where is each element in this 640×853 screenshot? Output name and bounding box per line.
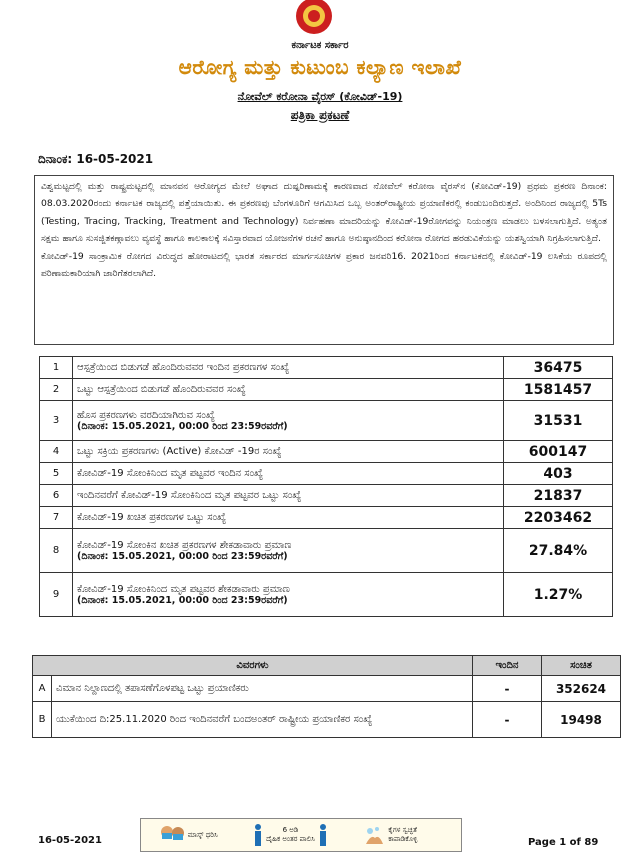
row-today: - <box>473 676 542 702</box>
document-date: ದಿನಾಂಕ: 16-05-2021 <box>38 152 154 166</box>
footer-date: 16-05-2021 <box>38 835 102 846</box>
table-row <box>40 507 613 529</box>
row-value: 403 <box>504 463 613 485</box>
row-label: ಹೊಸ ಪ್ರಕರಣಗಳು ವರದಿಯಾಗಿರುವ ಸಂಖ್ಯೆ <box>77 409 215 421</box>
row-label-cell <box>73 573 504 617</box>
row-number: 4 <box>40 441 73 463</box>
mask-text: ಮಾಸ್ಕ್ ಧರಿಸಿ <box>187 830 218 839</box>
table-row <box>33 676 621 702</box>
row-label: ಆಸ್ಪತ್ರೆಯಿಂದ ಬಿಡುಗಡೆ ಹೊಂದಿರುವವರ ಇಂದಿನ ಪ್ರಕರಣಗಳ ಸಂಖ್ಯೆ <box>73 357 504 379</box>
row-value: 36475 <box>504 357 613 379</box>
page-number: Page 1 of 89 <box>528 837 599 848</box>
header-details: ವಿವರಗಳು <box>33 656 473 676</box>
row-label: ಇಂದಿನವರೆಗೆ ಕೋವಿಡ್-19 ಸೋಂಕಿನಿಂದ ಮೃತ ಪಟ್ಟವರ ಒಟ್ಟು ಸಂಖ್ಯೆ <box>73 485 504 507</box>
row-sublabel: (ದಿನಾಂಕ: 15.05.2021, 00:00 ರಿಂದ 23:59ರವರೆಗೆ) <box>77 550 288 562</box>
person-icon <box>253 823 263 847</box>
handwash-icon <box>363 824 385 846</box>
row-number: 9 <box>40 573 73 617</box>
table-row <box>40 441 613 463</box>
header-cumulative: ಸಂಚಿತ <box>542 656 621 676</box>
row-value: 31531 <box>504 401 613 441</box>
row-sublabel: (ದಿನಾಂಕ: 15.05.2021, 00:00 ರಿಂದ 23:59ರವರೆಗೆ) <box>77 420 288 432</box>
department-title: ಆರೋಗ್ಯ ಮತ್ತು ಕುಟುಂಬ ಕಲ್ಯಾಣ ಇಲಾಖೆ <box>178 55 462 79</box>
row-label: ಕೋವಿಡ್-19 ಖಚಿತ ಪ್ರಕರಣಗಳ ಒಟ್ಟು ಸಂಖ್ಯೆ <box>73 507 504 529</box>
row-value: 600147 <box>504 441 613 463</box>
distance-text: ದೈಹಿಕ ಅಂತರ ಪಾಲಿಸಿ <box>266 835 315 843</box>
row-number: 2 <box>40 379 73 401</box>
row-id: B <box>33 702 52 738</box>
row-number: 7 <box>40 507 73 529</box>
intro-box <box>34 175 614 345</box>
row-number: 8 <box>40 529 73 573</box>
distance-cell <box>253 823 328 847</box>
government-name: ಕರ್ನಾಟಕ ಸರ್ಕಾರ <box>291 40 349 51</box>
row-label: ಕೋವಿಡ್-19 ಸೋಂಕಿನಿಂದ ಮೃತ ಪಟ್ಟವರ ಇಂದಿನ ಸಂಖ್ಯೆ <box>73 463 504 485</box>
row-label-cell <box>73 401 504 441</box>
row-label: ಕೋವಿಡ್-19 ಸೋಂಕಿನ ಖಚಿತ ಪ್ರಕರಣಗಳ ಶೇಕಡಾವಾರು ಪ್ರಮಾಣ <box>77 539 292 551</box>
press-release-title: ಪತ್ರಿಕಾ ಪ್ರಕಟಣೆ <box>290 108 350 122</box>
row-label: ಒಟ್ಟು ಆಸ್ಪತ್ರೆಯಿಂದ ಬಿಡುಗಡೆ ಹೊಂದಿರುವವರ ಸಂಖ್ಯೆ <box>73 379 504 401</box>
row-label: ವಿಮಾನ ನಿಲ್ದಾಣದಲ್ಲಿ ತಪಾಸಣೆಗೊಳಪಟ್ಟ ಒಟ್ಟು ಪ್ರಯಾಣಿಕರು <box>52 676 473 702</box>
mask-icon <box>159 824 185 846</box>
person-icon <box>318 823 328 847</box>
safety-banner <box>140 818 462 852</box>
table-row <box>40 357 613 379</box>
row-value: 1.27% <box>504 573 613 617</box>
row-value: 2203462 <box>504 507 613 529</box>
row-label: ಕೋವಿಡ್-19 ಸೋಂಕಿನಿಂದ ಮೃತ ಪಟ್ಟವರ ಶೇಕಡಾವಾರು ಪ್ರಮಾಣ <box>77 583 290 595</box>
table-header-row <box>33 656 621 676</box>
row-number: 6 <box>40 485 73 507</box>
row-value: 21837 <box>504 485 613 507</box>
row-cumulative: 19498 <box>542 702 621 738</box>
row-number: 3 <box>40 401 73 441</box>
row-value: 1581457 <box>504 379 613 401</box>
table-row <box>40 485 613 507</box>
row-today: - <box>473 702 542 738</box>
row-number: 1 <box>40 357 73 379</box>
table-row <box>40 463 613 485</box>
table-row <box>40 401 613 441</box>
subject-line: ನೋವೆಲ್ ಕರೋನಾ ವೈರಸ್ (ಕೋವಿಡ್-19) <box>237 90 403 103</box>
row-label-cell <box>73 529 504 573</box>
table-row <box>40 379 613 401</box>
table-row <box>40 529 613 573</box>
intro-paragraph-1: ವಿಶ್ವಮಟ್ಟದಲ್ಲಿ ಮತ್ತು ರಾಷ್ಟ್ರಮಟ್ಟದಲ್ಲಿ ಮಾನವನ ಆರೋಗ್ಯದ ಮೇಲೆ ಅಘಾದ ದುಷ್ಪರಿಣಾಮಕ್ಕೆ ಕಾರಣವಾದ ನೋವೆಲ್ ಕರೋನಾ ವೈರಸ್‌ನ (ಕೋವಿಡ್-19) ಪ್ರಥಮ ಪ್ರಕರಣ ದಿನಾಂಕ: 08.03.2020ರಂದು ಕರ್ನಾಟಕ ರಾಜ್ಯದಲ್ಲಿ ಪತ್ತೆಯಾಯಿತು. ಈ ಪ್ರಕರಣವು ಬೆಂಗಳೂರಿಗೆ ಆಗಮಿಸಿದ ಒಬ್ಬ ಅಂತರ್‌ರಾಷ್ಟ್ರೀಯ ಪ್ರಯಾಣಿಕರಲ್ಲಿ ಕಂಡುಬಂದಿರುತ್ತದೆ. ಅಂದಿನಿಂದ ರಾಜ್ಯದಲ್ಲಿ 5Ts (Testing, Tracing, Tracking, Treatment and Technology) ನಿರ್ವಹಣಾ ಮಾದರಿಯನ್ನು ಕೋವಿಡ್-19ರೋಗವನ್ನು ನಿಯಂತ್ರಣ ಮಾಡಲು ಬಳಸಲಾಗುತ್ತಿದೆ. ಅತ್ಯಂತ ಸಕ್ಷಮ ಹಾಗೂ ಸುಸಜ್ಜಿತಕಣ್ಗಾವಲು ವ್ಯವಸ್ಥೆ ಹಾಗೂ ಕಾಲಕಾಲಕ್ಕೆ ಸವಿಸ್ತಾರವಾದ ಯೋಜನೆಗಳ ರಚನೆ ಹಾಗೂ ಅನುಷ್ಠಾನದಿಂದ ಕರೋನಾ ರೋಗದ ಹರಡುವಿಕೆಯನ್ನು ಯಶಸ್ವಿಯಾಗಿ ನಿಗ್ರಹಿಸಲಾಗುತ್ತಿದೆ. <box>41 181 607 245</box>
row-cumulative: 352624 <box>542 676 621 702</box>
travel-table <box>32 655 621 738</box>
row-value: 27.84% <box>504 529 613 573</box>
covid-stats-table <box>39 356 613 617</box>
table-row <box>33 702 621 738</box>
row-label: ಯುಕೆಯಿಂದ ದಿ:25.11.2020 ರಿಂದ ಇಂದಿನವರೆಗೆ ಬಂದಅಂತರ್ ರಾಷ್ಟ್ರೀಯ ಪ್ರಯಾಣಿಕರ ಸಂಖ್ಯೆ <box>52 702 473 738</box>
hands-text: ಕೈಗಳ ಸ್ವಚ್ಛತೆ ಕಾಪಾಡಿಕೊಳ್ಳಿ <box>388 826 418 843</box>
distance-text-group <box>266 826 315 844</box>
row-sublabel: (ದಿನಾಂಕ: 15.05.2021, 00:00 ರಿಂದ 23:59ರವರೆಗೆ) <box>77 594 288 606</box>
hands-cell <box>363 824 443 846</box>
karnataka-emblem <box>282 0 346 40</box>
header-today: ಇಂದಿನ <box>473 656 542 676</box>
mask-cell <box>159 824 218 846</box>
distance-measure: 6 ಅಡಿ <box>282 826 299 834</box>
row-id: A <box>33 676 52 702</box>
row-label: ಒಟ್ಟು ಸಕ್ರಿಯ ಪ್ರಕರಣಗಳು (Active) ಕೋವಿಡ್ -19ರ ಸಂಖ್ಯೆ <box>73 441 504 463</box>
row-number: 5 <box>40 463 73 485</box>
table-row <box>40 573 613 617</box>
intro-paragraph-2: ಕೋವಿಡ್-19 ಸಾಂಕ್ರಾಮಿಕ ರೋಗದ ವಿರುದ್ಧದ ಹೋರಾಟದಲ್ಲಿ ಭಾರತ ಸರ್ಕಾರದ ಮಾರ್ಗಸೂಚಿಗಳ ಪ್ರಕಾರ ಜನವರಿ16. 2021ರಿಂದ ಕರ್ನಾಟಕದಲ್ಲಿ ಕೋವಿಡ್-19 ಲಸಿಕೆಯ ರೂಪದಲ್ಲಿ ಪರಿಣಾಮಕಾರಿಯಾಗಿ ಜಾರಿಗೆತರಲಾಗಿದೆ. <box>41 250 607 280</box>
